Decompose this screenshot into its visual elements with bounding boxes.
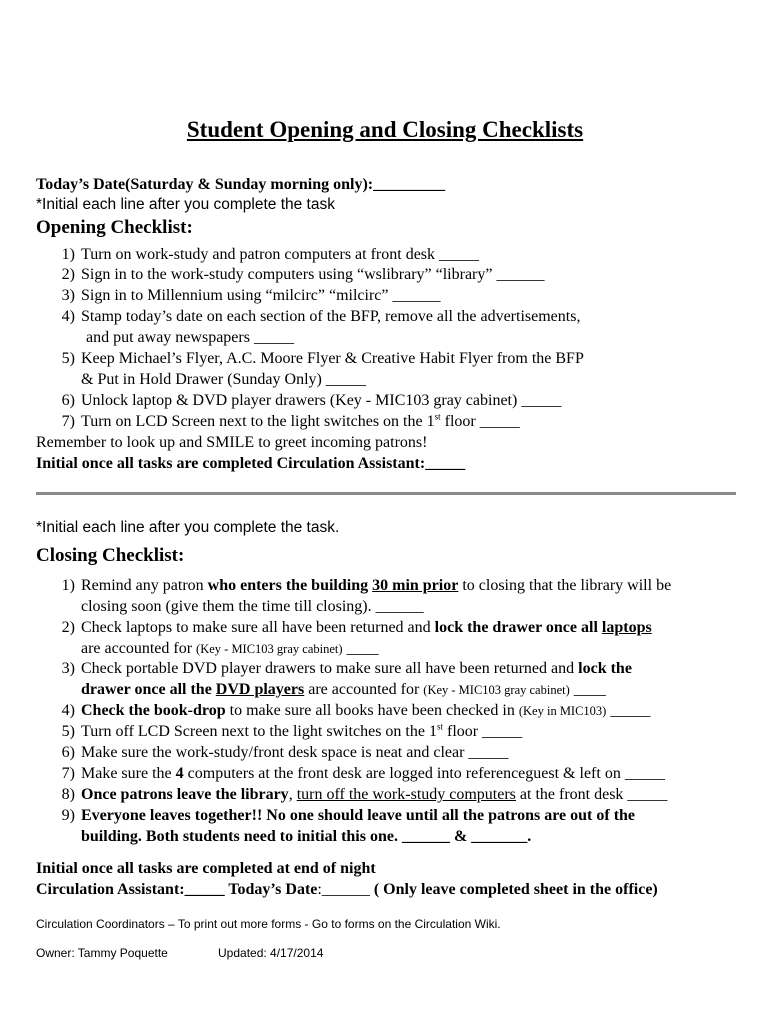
closing-item-1-cont: closing soon (give them the time till closing). ______	[81, 598, 424, 615]
closing-item-6: 6) Make sure the work-study/front desk space is neat and clear _____	[61, 744, 509, 761]
section-divider	[36, 492, 736, 495]
remember-note: Remember to look up and SMILE to greet incoming patrons!	[36, 434, 428, 451]
opening-item-2: 2) Sign in to the work-study computers using “wslibrary” “library” ______	[61, 266, 545, 283]
closing-item-3: 3) Check portable DVD player drawers to make sure all have been returned and lock the	[61, 660, 632, 677]
opening-item-4: 4) Stamp today’s date on each section of the BFP, remove all the advertisements,	[61, 308, 581, 325]
footer-note: Circulation Coordinators – To print out more forms - Go to forms on the Circulation Wiki.	[36, 917, 501, 931]
opening-item-5: 5) Keep Michael’s Flyer, A.C. Moore Flyer & Creative Habit Flyer from the BFP	[61, 350, 584, 367]
opening-item-6: 6) Unlock laptop & DVD player drawers (Key - MIC103 gray cabinet) _____	[61, 392, 562, 409]
opening-item-3: 3) Sign in to Millennium using “milcirc” “milcirc” ______	[61, 287, 441, 304]
closing-item-8: 8) Once patrons leave the library, turn off the work-study computers at the front desk _____	[61, 786, 668, 803]
date-line: Today’s Date(Saturday & Sunday morning only):_________	[36, 176, 446, 193]
closing-item-9-cont: building. Both students need to initial this one. ______ & _______.	[81, 828, 532, 845]
opening-item-1: 1) Turn on work-study and patron computers at front desk _____	[61, 246, 480, 263]
closing-item-9: 9) Everyone leaves together!! No one should leave until all the patrons are out of the	[61, 807, 636, 824]
opening-initial-line: Initial once all tasks are completed Circulation Assistant:_____	[36, 455, 466, 472]
closing-heading: Closing Checklist:	[36, 545, 185, 566]
owner-text: Owner: Tammy Poquette	[36, 946, 168, 960]
closing-item-2-cont: are accounted for (Key - MIC103 gray cabinet) ____	[81, 640, 379, 657]
page-title: Student Opening and Closing Checklists	[186, 117, 584, 142]
opening-heading: Opening Checklist:	[36, 217, 193, 238]
closing-item-3-cont: drawer once all the DVD players are accounted for (Key - MIC103 gray cabinet) ____	[81, 681, 606, 698]
opening-item-7: 7) Turn on LCD Screen next to the light switches on the 1st floor _____	[61, 411, 520, 430]
final-initial-line: Initial once all tasks are completed at end of night	[36, 860, 376, 877]
closing-item-4: 4) Check the book-drop to make sure all books have been checked in (Key in MIC103) _____	[61, 702, 651, 719]
initial-note-closing: *Initial each line after you complete the task.	[36, 519, 340, 536]
closing-item-1: 1) Remind any patron who enters the building 30 min prior to closing that the library will be	[61, 577, 672, 594]
closing-item-5: 5) Turn off LCD Screen next to the light switches on the 1st floor _____	[61, 721, 523, 740]
closing-item-2: 2) Check laptops to make sure all have been returned and lock the drawer once all laptops	[61, 619, 652, 636]
final-assistant-line: Circulation Assistant:_____ Today’s Date:______ ( Only leave completed sheet in the office)	[36, 881, 658, 898]
initial-note-opening: *Initial each line after you complete the task	[36, 196, 335, 213]
updated-text: Updated: 4/17/2014	[218, 946, 324, 960]
closing-item-7: 7) Make sure the 4 computers at the front desk are logged into referenceguest & left on _____	[61, 765, 665, 782]
opening-item-5-cont: & Put in Hold Drawer (Sunday Only) _____	[81, 371, 366, 388]
opening-item-4-cont: and put away newspapers _____	[86, 329, 294, 346]
